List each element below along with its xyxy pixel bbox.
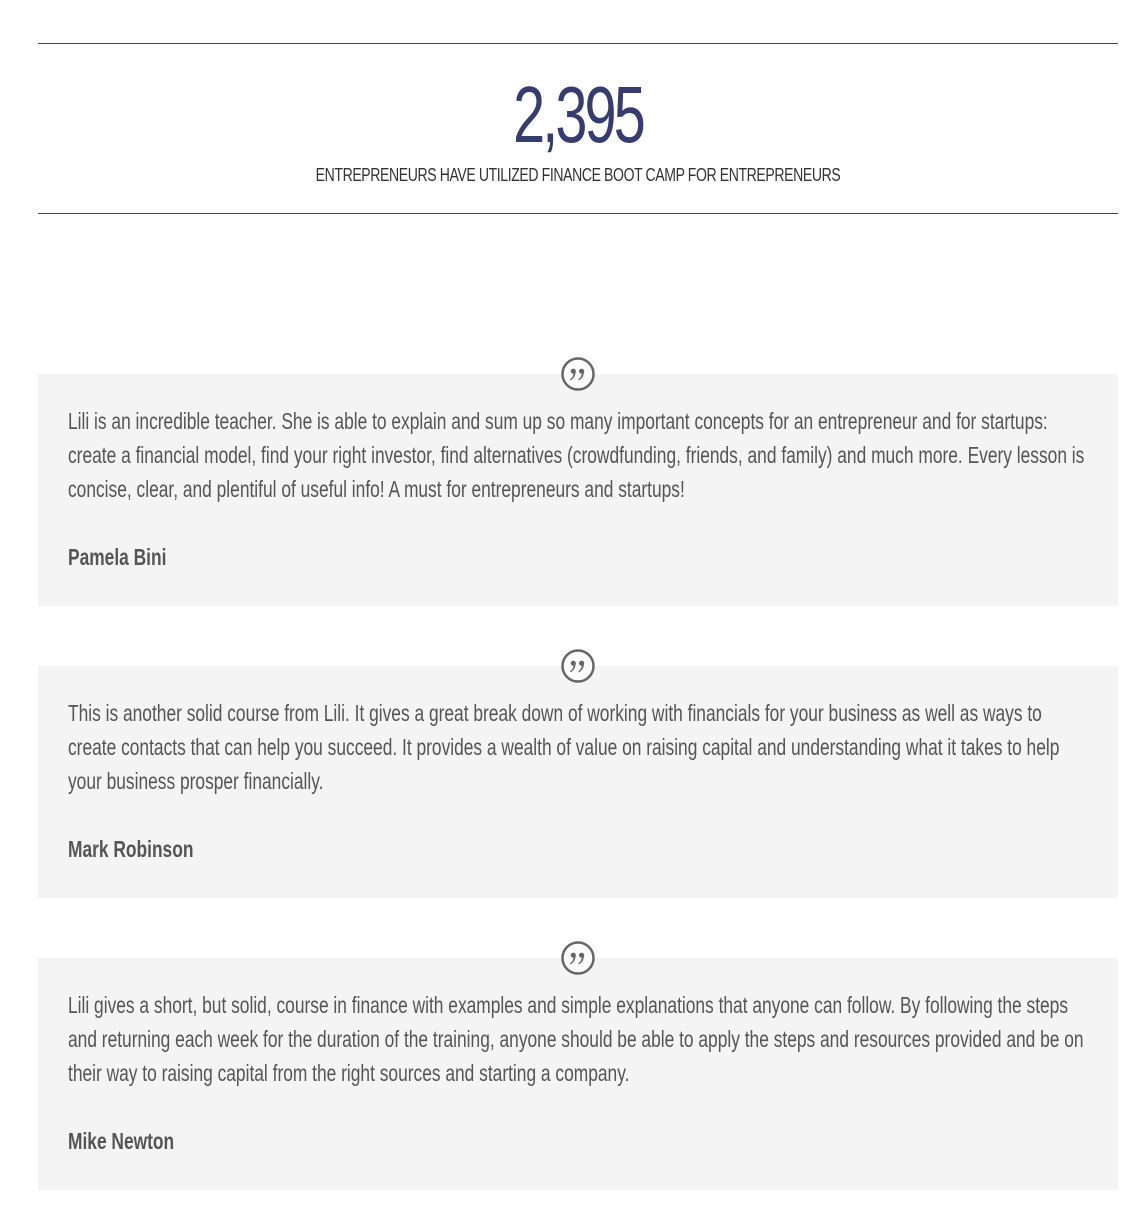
testimonial-author: Pamela Bini [68, 544, 167, 570]
testimonial-text: Lili is an incredible teacher. She is able to explain and sum up so many important concepts for an entrepreneur and for startups: create a financial model, find your right investor, find alternatives (crowdfunding, friends, and family) and much more. Every lesson is concise, clear, and plentiful of useful info! A must for entrepreneurs and startups! [68, 408, 1085, 502]
quote-icon [561, 941, 595, 975]
testimonial-author: Mark Robinson [68, 836, 194, 862]
testimonial-text: This is another solid course from Lili. It gives a great break down of working with financials for your business as well as ways to create contacts that can help you succeed. It provides a wealth of value on raising capital and understanding what it takes to help your business prosper financially. [68, 700, 1060, 794]
stat-number: 2,395 [513, 70, 643, 159]
quote-icon [561, 649, 595, 683]
testimonial-text: Lili gives a short, but solid, course in finance with examples and simple explanations that anyone can follow. By following the steps and returning each week for the duration of the training, anyone should be able to apply the steps and resources provided and be on their way to raising capital from the right sources and starting a company. [68, 992, 1084, 1086]
testimonial-card [38, 374, 1118, 606]
testimonial-author: Mike Newton [68, 1128, 175, 1154]
testimonial-card [38, 666, 1118, 898]
quote-icon [561, 357, 595, 391]
stats-section [38, 43, 1118, 214]
testimonial-card [38, 958, 1118, 1190]
stat-caption: ENTREPRENEURS HAVE UTILIZED FINANCE BOOT CAMP FOR ENTREPRENEURS [315, 165, 841, 185]
